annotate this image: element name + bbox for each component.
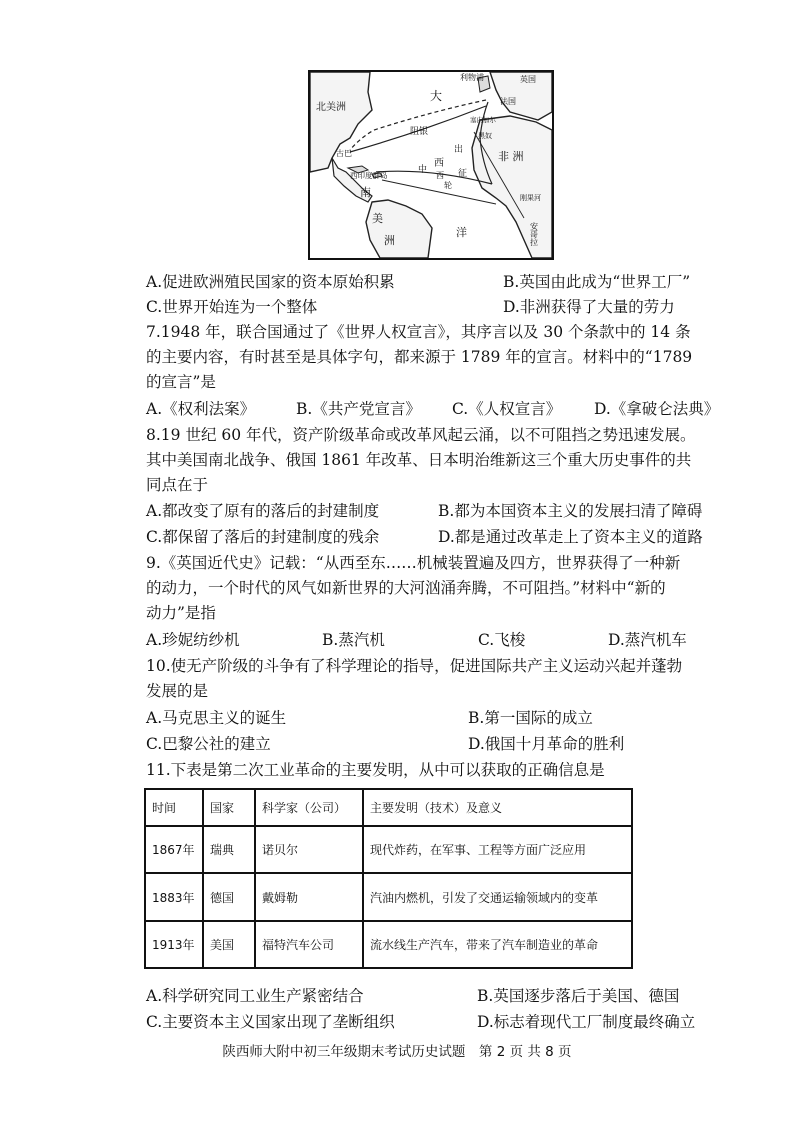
table-row — [145, 873, 632, 920]
table-cell-country: 美国 — [203, 921, 255, 968]
table-cell-country: 瑞典 — [203, 826, 255, 873]
map-svg — [310, 72, 552, 258]
map-label-slaves: 黑奴 — [478, 132, 492, 140]
q9-option-d[interactable]: D.蒸汽机车 — [608, 631, 687, 649]
map-label-senegal: 塞内加尔 — [470, 116, 496, 124]
q6-option-c[interactable]: C.世界开始连为一个整体 — [146, 298, 318, 316]
map-label-nan: 南 — [360, 186, 371, 199]
map-label-africa: 非 洲 — [498, 150, 524, 163]
q9-stem-line-3: 动力”是指 — [146, 604, 216, 622]
q11-option-b[interactable]: B.英国逐步落后于美国、德国 — [477, 987, 680, 1005]
map-label-route-b: 中 — [418, 165, 428, 175]
map-label-zhou: 洲 — [384, 234, 395, 247]
table-header-time: 时间 — [145, 789, 203, 826]
q9-option-a[interactable]: A.珍妮纺纱机 — [146, 631, 240, 649]
q7-option-a[interactable]: A.《权利法案》 — [146, 400, 256, 418]
q10-option-a[interactable]: A.马克思主义的诞生 — [146, 709, 287, 727]
table-cell-invention: 流水线生产汽车，带来了汽车制造业的革命 — [363, 921, 632, 968]
q8-option-b[interactable]: B.都为本国资本主义的发展扫清了障碍 — [438, 502, 703, 520]
q6-option-d[interactable]: D.非洲获得了大量的劳力 — [503, 298, 675, 316]
q8-stem-line-1: 8.19 世纪 60 年代，资产阶级革命或改革风起云涌，以不可阻挡之势迅速发展。 — [146, 426, 696, 444]
map-label-north-america: 北美洲 — [316, 102, 346, 113]
q8-option-a[interactable]: A.都改变了原有的落后的封建制度 — [146, 502, 380, 520]
q6-option-b[interactable]: B.英国由此成为“世界工厂” — [503, 273, 691, 291]
q11-option-d[interactable]: D.标志着现代工厂制度最终确立 — [477, 1013, 696, 1031]
q8-stem-line-2: 其中美国南北战争、俄国 1861 年改革、日本明治维新这三个重大历史事件的共 — [146, 451, 692, 469]
q7-stem-line-3: 的宣言”是 — [146, 373, 216, 391]
q10-option-c[interactable]: C.巴黎公社的建立 — [146, 735, 271, 753]
q9-stem-line-1: 9.《英国近代史》记载：“从西至东……机械装置遍及四方，世界获得了一种新 — [146, 554, 681, 572]
map-label-route-f: 轮 — [444, 181, 452, 190]
q11-option-c[interactable]: C.主要资本主义国家出现了垄断组织 — [146, 1013, 395, 1031]
q6-option-a[interactable]: A.促进欧洲殖民国家的资本原始积累 — [146, 273, 395, 291]
table-cell-invention: 汽油内燃机，引发了交通运输领域内的变革 — [363, 873, 632, 920]
map-label-angola: 安哥拉 — [529, 222, 539, 246]
map-label-route-e: 西 — [436, 171, 444, 180]
map-label-britain: 英国 — [520, 75, 536, 84]
q10-option-b[interactable]: B.第一国际的成立 — [468, 709, 593, 727]
map-label-xi-ocean: 西 — [434, 158, 444, 169]
map-label-route-c: 出 — [454, 145, 464, 155]
south-america-shape — [366, 200, 432, 258]
q7-stem-line-1: 7.1948 年，联合国通过了《世界人权宣言》，其序言以及 30 个条款中的 14 条 — [146, 323, 691, 341]
route-middle-passage — [382, 180, 496, 204]
map-label-da: 大 — [430, 89, 443, 103]
q7-option-d[interactable]: D.《拿破仑法典》 — [594, 400, 720, 418]
table-cell-scientist: 戴姆勒 — [255, 873, 363, 920]
q9-stem-line-2: 的动力，一个时代的风气如新世界的大河汹涌奔腾，不可阻挡。”材料中“新的 — [146, 579, 666, 597]
triangle-trade-map — [308, 70, 554, 260]
table-cell-scientist: 福特汽车公司 — [255, 921, 363, 968]
table-cell-time: 1913年 — [145, 921, 203, 968]
table-cell-country: 德国 — [203, 873, 255, 920]
q11-stem: 11.下表是第二次工业革命的主要发明，从中可以获取的正确信息是 — [146, 761, 605, 779]
q10-stem-line-1: 10.使无产阶级的斗争有了科学理论的指导，促进国际共产主义运动兴起并蓬勃 — [146, 657, 683, 675]
map-label-congo: 刚果河 — [520, 194, 541, 202]
table-row — [145, 826, 632, 873]
q8-option-d[interactable]: D.都是通过改革走上了资本主义的道路 — [438, 528, 703, 546]
q8-stem-line-3: 同点在于 — [146, 476, 209, 494]
table-cell-time: 1883年 — [145, 873, 203, 920]
q7-option-c[interactable]: C.《人权宣言》 — [452, 400, 562, 418]
q7-option-b[interactable]: B.《共产党宣言》 — [296, 400, 421, 418]
map-label-route-a: 阻银 — [410, 127, 429, 137]
q9-option-b[interactable]: B.蒸汽机 — [322, 631, 385, 649]
table-row — [145, 921, 632, 968]
table-header-invention: 主要发明（技术）及意义 — [363, 789, 632, 826]
q8-option-c[interactable]: C.都保留了落后的封建制度的残余 — [146, 528, 380, 546]
q7-stem-line-2: 的主要内容，有时甚至是具体字句，都来源于 1789 年的宣言。材料中的“1789 — [146, 348, 693, 366]
q10-stem-line-2: 发展的是 — [146, 682, 209, 700]
table-header-row — [145, 789, 632, 826]
inventions-table — [144, 788, 633, 969]
table-cell-time: 1867年 — [145, 826, 203, 873]
map-label-west-indies: 西印度群岛 — [350, 171, 388, 180]
map-label-cuba: 古巴 — [336, 149, 352, 158]
q10-option-d[interactable]: D.俄国十月革命的胜利 — [468, 735, 625, 753]
q11-option-a[interactable]: A.科学研究同工业生产紧密结合 — [146, 987, 364, 1005]
q9-option-c[interactable]: C.飞梭 — [478, 631, 526, 649]
map-label-yang: 洋 — [456, 226, 467, 239]
map-label-mei: 美 — [372, 212, 383, 225]
table-cell-invention: 现代炸药，在军事、工程等方面广泛应用 — [363, 826, 632, 873]
table-cell-scientist: 诺贝尔 — [255, 826, 363, 873]
table-header-scientist: 科学家（公司） — [255, 789, 363, 826]
map-label-france: 法国 — [500, 97, 516, 106]
table-header-country: 国家 — [203, 789, 255, 826]
map-label-liverpool: 利物浦 — [460, 73, 484, 82]
page-footer: 陕西师大附中初三年级期末考试历史试题 第 2 页 共 8 页 — [222, 1044, 572, 1060]
map-label-route-d: 征 — [458, 169, 468, 179]
inventions-table-wrap — [144, 788, 633, 969]
